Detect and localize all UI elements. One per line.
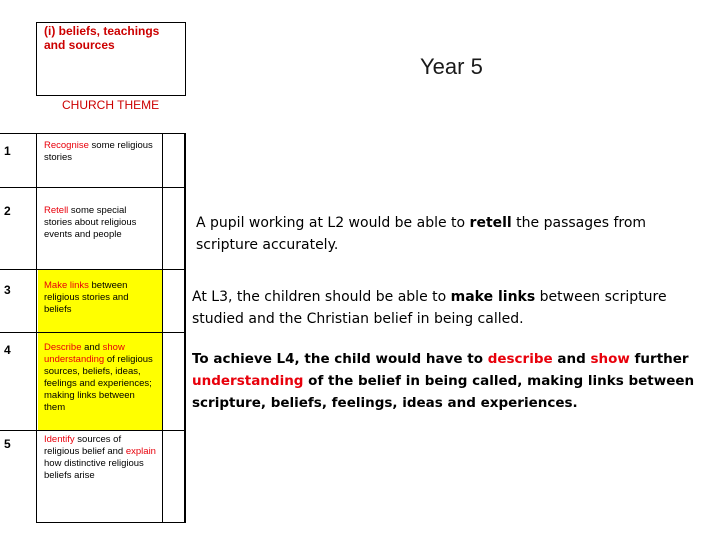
row-divider (0, 332, 186, 333)
descriptor-keyword: explain (125, 446, 156, 457)
note-keyword: describe (487, 351, 553, 367)
descriptor-keyword: Make links (44, 280, 89, 291)
row-descriptor (44, 434, 156, 482)
note-text: further (629, 351, 689, 367)
note-keyword: make links (450, 289, 536, 305)
descriptor-keyword: Recognise (44, 140, 89, 151)
descriptor-text: sources of religious belief and (44, 434, 126, 457)
row-number: 4 (4, 343, 11, 357)
theme-label: CHURCH THEME (62, 98, 160, 112)
row-number: 2 (4, 204, 11, 218)
level-3-note (192, 286, 692, 330)
year-label: Year 5 (420, 54, 483, 79)
row-descriptor (44, 342, 156, 414)
descriptor-text: of religious sources, beliefs, ideas, feelings and experiences; making links between them (44, 354, 153, 413)
descriptor-text: and (81, 342, 103, 353)
descriptor-text: how distinctive religious beliefs arise (44, 458, 144, 481)
note-keyword: show (590, 351, 630, 367)
row-divider (0, 269, 186, 270)
table-bottom-border (36, 522, 186, 523)
note-text: and (552, 351, 591, 367)
row-descriptor (44, 280, 156, 316)
row-descriptor (44, 205, 156, 241)
descriptor-text: some special stories about religious events and people (44, 205, 137, 240)
row-number: 5 (4, 437, 11, 451)
note-text: A pupil working at L2 would be able to (196, 215, 470, 231)
note-text: To achieve L4, the child would have to (192, 351, 488, 367)
descriptor-keyword: show understanding (44, 342, 125, 365)
column-divider (36, 133, 37, 523)
row-divider (0, 430, 186, 431)
table-right-border (184, 133, 186, 523)
section-title: (i) beliefs, teachings and sources (44, 24, 160, 52)
note-keyword: understanding (192, 373, 304, 389)
row-descriptor (44, 140, 156, 164)
header-top-border (36, 22, 186, 23)
note-keyword: retell (469, 215, 512, 231)
descriptor-keyword: Identify (44, 434, 75, 445)
column-divider (162, 133, 163, 523)
row-divider (0, 187, 186, 188)
row-number: 1 (4, 144, 11, 158)
descriptor-text: some religious stories (44, 140, 153, 163)
descriptor-keyword: Retell (44, 205, 69, 216)
header-right-border (185, 22, 186, 96)
level-4-note (192, 348, 712, 414)
header-bottom-border (36, 95, 186, 96)
header-left-border (36, 22, 37, 96)
row-number: 3 (4, 283, 11, 297)
note-text: the passages from scripture accurately. (196, 215, 647, 253)
note-text: At L3, the children should be able to (192, 289, 451, 305)
note-text: of the belief in being called, making links between scripture, beliefs, feelings, ideas and experiences. (192, 373, 695, 411)
descriptor-keyword: Describe (44, 342, 82, 353)
level-2-note (196, 212, 676, 256)
note-text: between scripture studied and the Christian belief in being called. (192, 289, 667, 327)
descriptor-text: between religious stories and beliefs (44, 280, 129, 315)
table-top-border (0, 133, 186, 134)
